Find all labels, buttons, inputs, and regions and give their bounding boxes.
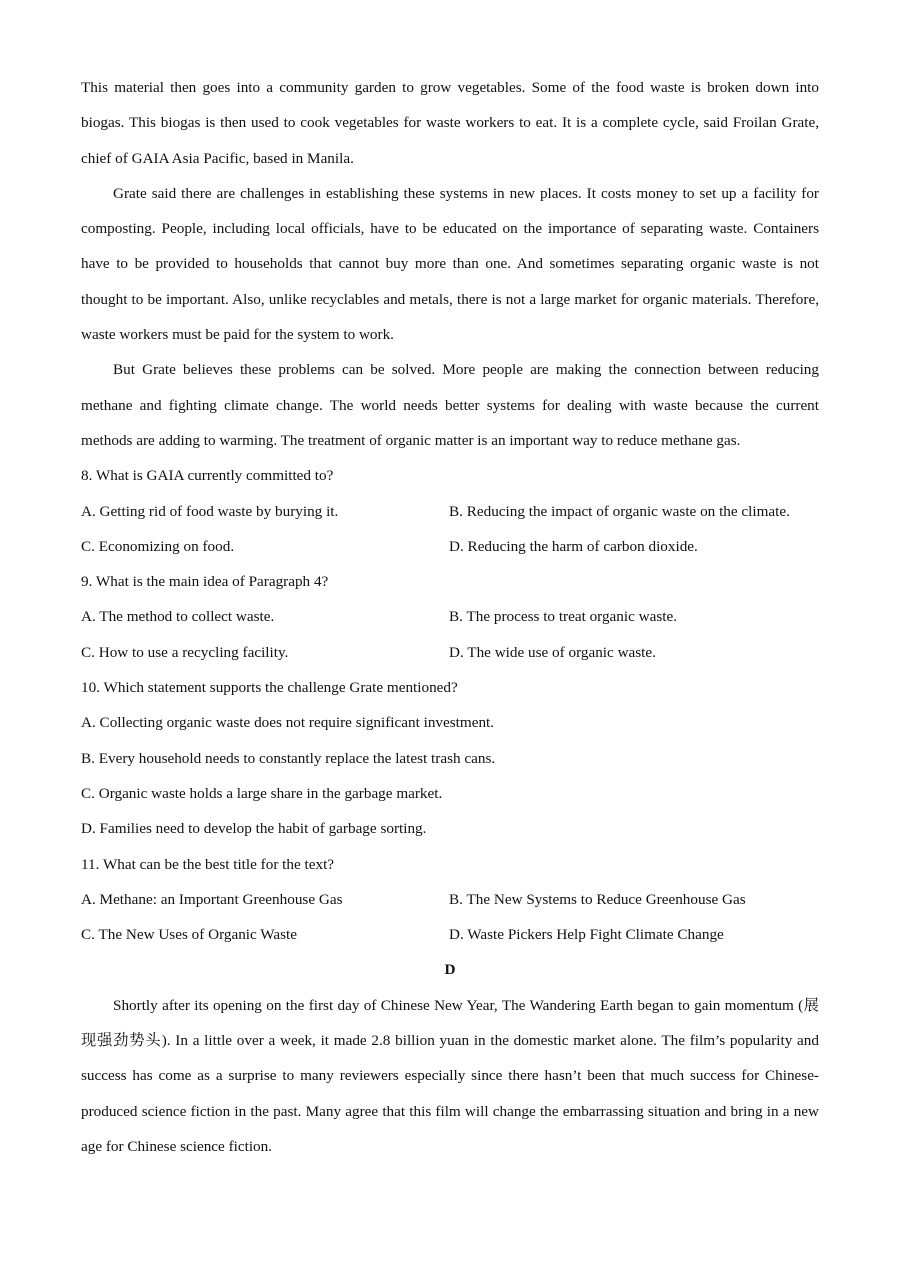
options-row bbox=[81, 635, 819, 670]
option-d: D. The wide use of organic waste. bbox=[449, 643, 656, 661]
option-d: D. Reducing the harm of carbon dioxide. bbox=[449, 537, 698, 555]
option-c: C. Economizing on food. bbox=[81, 537, 235, 555]
question-8 bbox=[81, 458, 819, 564]
options-row bbox=[81, 882, 819, 917]
options-row bbox=[81, 917, 819, 952]
option-b: B. The process to treat organic waste. bbox=[449, 608, 678, 626]
question-9 bbox=[81, 564, 819, 670]
option-c: C. Organic waste holds a large share in the garbage market. bbox=[81, 784, 443, 802]
option-b: B. Every household needs to constantly replace the latest trash cans. bbox=[81, 749, 496, 767]
passage-c-paragraph-4: Grate said there are challenges in establishing these systems in new places. It costs money to set up a facility for composting. People, including local officials, have to be educated on the importance of separating waste. Containers have to be provided to households that cannot buy more than one. And sometimes separating organic waste is not thought to be important. Also, unlike recyclables and metals, there is not a large market for organic materials. Therefore, waste workers must be paid for the system to work. bbox=[81, 184, 819, 344]
option-b: B. The New Systems to Reduce Greenhouse Gas bbox=[449, 890, 746, 908]
option-a: A. The method to collect waste. bbox=[81, 608, 275, 626]
options-row bbox=[81, 599, 819, 634]
question-stem: 8. What is GAIA currently committed to? bbox=[81, 467, 334, 485]
option-b: B. Reducing the impact of organic waste on the climate. bbox=[449, 502, 790, 520]
option-d: D. Waste Pickers Help Fight Climate Change bbox=[449, 926, 724, 944]
passage-c-paragraph-3: This material then goes into a community garden to grow vegetables. Some of the food waste is broken down into biogas. This biogas is then used to cook vegetables for waste workers to eat. It is a complete cycle, said Froilan Grate, chief of GAIA Asia Pacific, based in Manila. bbox=[81, 79, 819, 167]
section-d-heading: D bbox=[444, 961, 456, 979]
option-a: A. Getting rid of food waste by burying it. bbox=[81, 502, 339, 520]
question-stem: 11. What can be the best title for the text? bbox=[81, 855, 335, 873]
question-stem: 9. What is the main idea of Paragraph 4? bbox=[81, 573, 329, 591]
option-d: D. Families need to develop the habit of garbage sorting. bbox=[81, 820, 427, 838]
document-page bbox=[81, 70, 819, 1164]
question-stem: 10. Which statement supports the challenge Grate mentioned? bbox=[81, 679, 458, 697]
passage-c-paragraph-5: But Grate believes these problems can be solved. More people are making the connection between reducing methane and fighting climate change. The world needs better systems for dealing with waste because the current methods are adding to warming. The treatment of organic matter is an important way to reduce methane gas. bbox=[81, 361, 819, 449]
options-row bbox=[81, 529, 819, 564]
option-a: A. Methane: an Important Greenhouse Gas bbox=[81, 890, 343, 908]
question-10 bbox=[81, 670, 819, 846]
option-c: C. The New Uses of Organic Waste bbox=[81, 926, 297, 944]
option-c: C. How to use a recycling facility. bbox=[81, 643, 289, 661]
question-11 bbox=[81, 847, 819, 953]
passage-d-paragraph-1: Shortly after its opening on the first day of Chinese New Year, The Wandering Earth began to gain momentum (展现强劲势头). In a little over a week, it made 2.8 billion yuan in the domestic market alone. The film’s popularity and success has come as a surprise to many reviewers especially since there hasn’t been that much success for Chinese-produced science fiction in the past. Many agree that this film will change the embarrassing situation and bring in a new age for Chinese science fiction. bbox=[81, 996, 819, 1155]
option-a: A. Collecting organic waste does not require significant investment. bbox=[81, 714, 495, 732]
options-row bbox=[81, 494, 819, 529]
